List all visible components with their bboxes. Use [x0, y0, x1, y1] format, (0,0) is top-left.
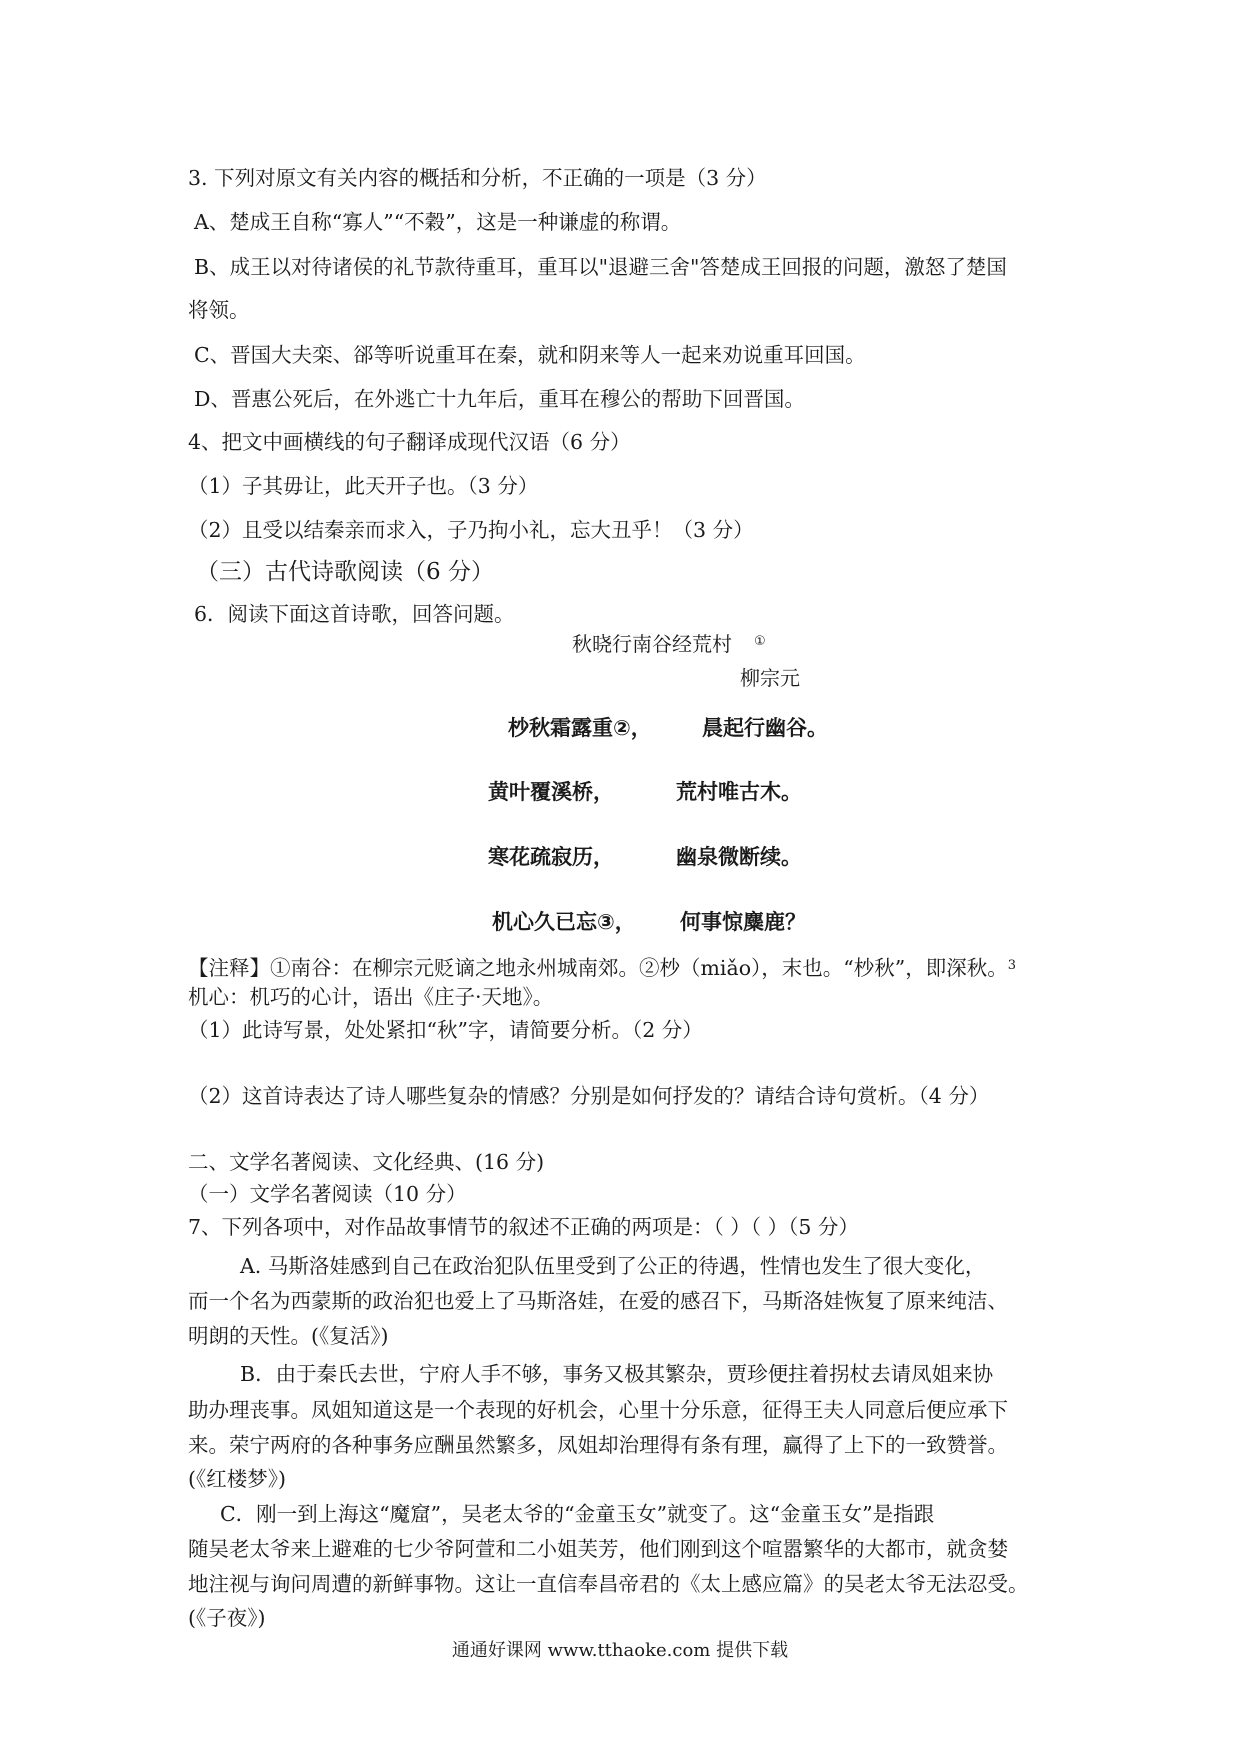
poem-line-1b: 晨起行幽谷。 — [702, 716, 828, 740]
poem-line-3a: 寒花疏寂历， — [488, 845, 614, 869]
poem-author: 柳宗元 — [740, 666, 800, 690]
q6-sub-1: （1）此诗写景，处处紧扣“秋”字，请简要分析。（2 分） — [188, 1018, 703, 1042]
poem-line-4a: 机心久已忘③， — [492, 910, 636, 934]
poem-title — [572, 628, 766, 657]
q6-sub-2: （2）这首诗表达了诗人哪些复杂的情感？分别是如何抒发的？请结合诗句赏析。（4 分） — [188, 1084, 990, 1108]
part2-heading: 二、文学名著阅读、文化经典、(16 分) — [188, 1150, 545, 1174]
poem-title-note-mark: ① — [754, 634, 766, 649]
q3-option-b-line1: B、成王以对待诸侯的礼节款待重耳，重耳以"退避三舍"答楚成王回报的问题，激怒了楚国 — [194, 255, 1007, 279]
q3-option-a: A、楚成王自称“寡人”“不穀”，这是一种谦虚的称谓。 — [194, 210, 682, 234]
section-heading-poetry: （三）古代诗歌阅读（6 分） — [196, 559, 494, 585]
q7-option-c-line3: 地注视与询问周遭的新鲜事物。这让一直信奉昌帝君的《太上感应篇》的吴老太爷无法忍受。 — [188, 1572, 1029, 1596]
poem-line-4b: 何事惊麋鹿？ — [680, 910, 806, 934]
q7-stem: 7、下列各项中，对作品故事情节的叙述不正确的两项是：（ ）（ ）（5 分） — [188, 1215, 859, 1239]
q7-option-c-line4: (《子夜》) — [188, 1606, 266, 1630]
q7-option-c-line2: 随吴老太爷来上避难的七少爷阿萱和二小姐芙芳，他们刚到这个喧嚣繁华的大都市，就贪婪 — [188, 1537, 1008, 1561]
q7-option-b-line4: (《红楼梦》) — [188, 1467, 286, 1491]
poem-title-text: 秋晓行南谷经荒村 — [572, 632, 732, 656]
q7-option-a-line2: 而一个名为西蒙斯的政治犯也爱上了马斯洛娃，在爱的感召下，马斯洛娃恢复了原来纯洁、 — [188, 1289, 1008, 1313]
q4-stem: 4、把文中画横线的句子翻译成现代汉语（6 分） — [188, 430, 631, 454]
q7-option-b-line3: 来。荣宁两府的各种事务应酬虽然繁多，凤姐却治理得有条有理，赢得了上下的一致赞誉。 — [188, 1433, 1008, 1457]
q7-option-b-line2: 助办理丧事。凤姐知道这是一个表现的好机会，心里十分乐意，征得王夫人同意后便应承下 — [188, 1398, 1008, 1422]
q3-option-d: D、晋惠公死后，在外逃亡十九年后，重耳在穆公的帮助下回晋国。 — [194, 387, 805, 411]
q7-option-a-line3: 明朗的天性。(《复活》) — [188, 1324, 389, 1348]
q7-option-b-line1: B．由于秦氏去世，宁府人手不够，事务又极其繁杂，贾珍便拄着拐杖去请凤姐来协 — [240, 1362, 994, 1386]
page-footer: 通通好课网 www.tthaoke.com 提供下载 — [451, 1640, 789, 1661]
poem-line-1a: 杪秋霜露重②， — [508, 716, 652, 740]
q3-stem: 3. 下列对原文有关内容的概括和分析，不正确的一项是（3 分） — [188, 166, 767, 190]
poem-notes-line2: 机心：机巧的心计，语出《庄子·天地》。 — [188, 985, 554, 1009]
q6-stem: 6．阅读下面这首诗歌，回答问题。 — [194, 602, 515, 626]
q7-option-c-line1: C．刚一到上海这“魔窟”，吴老太爷的“金童玉女”就变了。这“金童玉女”是指跟 — [220, 1502, 935, 1526]
q3-option-c: C、晋国大夫栾、郤等听说重耳在秦，就和阴来等人一起来劝说重耳回国。 — [194, 343, 866, 367]
poem-line-2a: 黄叶覆溪桥， — [488, 780, 614, 804]
poem-line-2b: 荒村唯古木。 — [676, 780, 802, 804]
part2-sub-heading: （一）文学名著阅读（10 分） — [188, 1182, 467, 1206]
poem-notes-mark: 3 — [1007, 958, 1017, 973]
poem-notes-line1 — [188, 952, 1016, 982]
q7-option-a-line1: A. 马斯洛娃感到自己在政治犯队伍里受到了公正的待遇，性情也发生了很大变化， — [240, 1254, 986, 1278]
poem-notes-text: 【注释】①南谷：在柳宗元贬谪之地永州城南郊。②杪（miǎo），末也。“杪秋”，即深秋。 — [188, 956, 1008, 980]
q4-sentence-2: （2）且受以结秦亲而求入，子乃拘小礼，忘大丑乎！（3 分） — [188, 518, 754, 542]
q4-sentence-1: （1）子其毋让，此天开子也。（3 分） — [188, 474, 539, 498]
q3-option-b-line2: 将领。 — [188, 298, 250, 322]
poem-line-3b: 幽泉微断续。 — [676, 845, 802, 869]
